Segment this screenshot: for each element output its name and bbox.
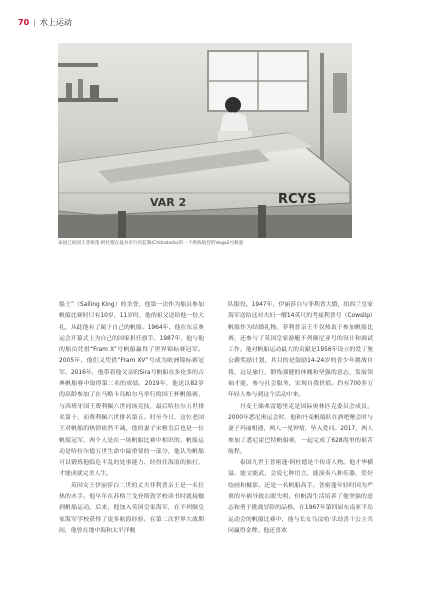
hull-number-text: VAR 2 bbox=[150, 196, 187, 209]
article-column-right bbox=[228, 300, 373, 537]
paragraph: 丹麦王储弗雷德里克是国际奥林匹克委员会成员，2000年悉尼奥运会时，他和丹麦帆船队在酒吧聚会时与妻子玛丽相遇，两人一见钟情，坠入爱河。2017，两人参加了悉尼霍巴特帆船赛，一起完成了628海里的艰苦航程。 bbox=[228, 403, 373, 455]
running-header bbox=[18, 18, 72, 28]
sailboat-photo bbox=[58, 43, 352, 238]
article-column-left bbox=[59, 300, 204, 537]
photo-caption: 泰国已故国王普密蓬·阿杜德在曼谷市行宫监制(Chitralada)的一个供练航营的Vega2号帆船 bbox=[58, 241, 244, 246]
header-separator: | bbox=[33, 18, 36, 27]
section-title: 水上运动 bbox=[39, 18, 72, 27]
paragraph: 泰国九世王普密蓬·阿杜德是个传奇人物。他才华横溢，能文能武，会说七种语言，能演奏八种乐器，爱好绘画和摄影，还是一名帆船高手。普密蓬年轻时因为严重的车祸导致右眼失明，但帆海生活培养了他坚强的意志和勇于挑战冒险的品格。在1967年第四届东南亚半岛运动会的帆船比赛中，他与长女乌汶叻·乐劫喜干公主共同赢得金牌。他还喜欢 bbox=[228, 460, 373, 534]
paragraph: 船王”（Sailing King）的美誉，他第一次作为船员参加帆船比赛时只有10岁，11岁时，他的祖父送给他一份大礼，从此他有了属于自己的帆船。1964年，他在东京奥运会开幕式上为自己的国家担任旗手。1987年，他与他的船员凭借“Fram X”号帆船赢得了世界锦标赛冠军。2005年，他们又凭借“Fram XV”号成为欧洲锦标赛冠军。2016年，他带着他父亲的Sira号帆船在多伦多的古典帆船赛中取得第二名的成绩。2019年，他送以82岁的高龄参加了在马略卡岛帕尔马举行的国王杯帆船赛，与西班牙国王费利佩六世同场竞技，最后哈拉尔五世排名第十，而费利佩六世排名第五。时至今日，这位老国王对帆船的热情依然不减，他的妻子宋雅皇后也是一位帆船冠军，两个人是在一场帆船比赛中相识的。帆船运动是哈拉尔德五世生命中最重要的一部分，他认为帆船可以锻炼他临危不乱的处事能力、经得住海浪的掂打，才能成就完美人生。 bbox=[59, 302, 204, 478]
paragraph: 英国女王伊丽莎白二世的丈夫菲利普亲王是一名狂热的水手。他早年在苏格兰戈登斯敦学校读书时就接触到帆船运动。后来，他加入英国皇家海军，在不列颠皇家海军学校获得了更多航海经验。在第二次世界大战期间，他曾在地中海和太平洋舰 bbox=[59, 482, 204, 534]
hull-club-text: RCYS bbox=[278, 192, 317, 207]
sailboat-photo-illustration bbox=[58, 43, 352, 238]
paragraph: 队服役。1947年，伊丽莎白与菲利普大婚，组西兰皇家海军送给这对夫妇一艘14英尺的考兹利普号（Cowslip）帆船作为结婚礼物。菲利普亲王不仅热衷于参加帆船比赛，还参与了英国皇家游艇不列颠尼亚号的设计和调试工作。他对帆船运动最大的贡献是1956年设立的爱丁堡公爵奖励计划，其目的是鼓励14-24岁的青少年挑战自我，远足旅行，锻炼强健的体魄和坚强的意志，发展领袖才能，参与社会服务，实现自我价值。约有700多万年轻人参与到这个活动中来。 bbox=[228, 302, 373, 399]
page-number: 70 bbox=[18, 18, 30, 27]
